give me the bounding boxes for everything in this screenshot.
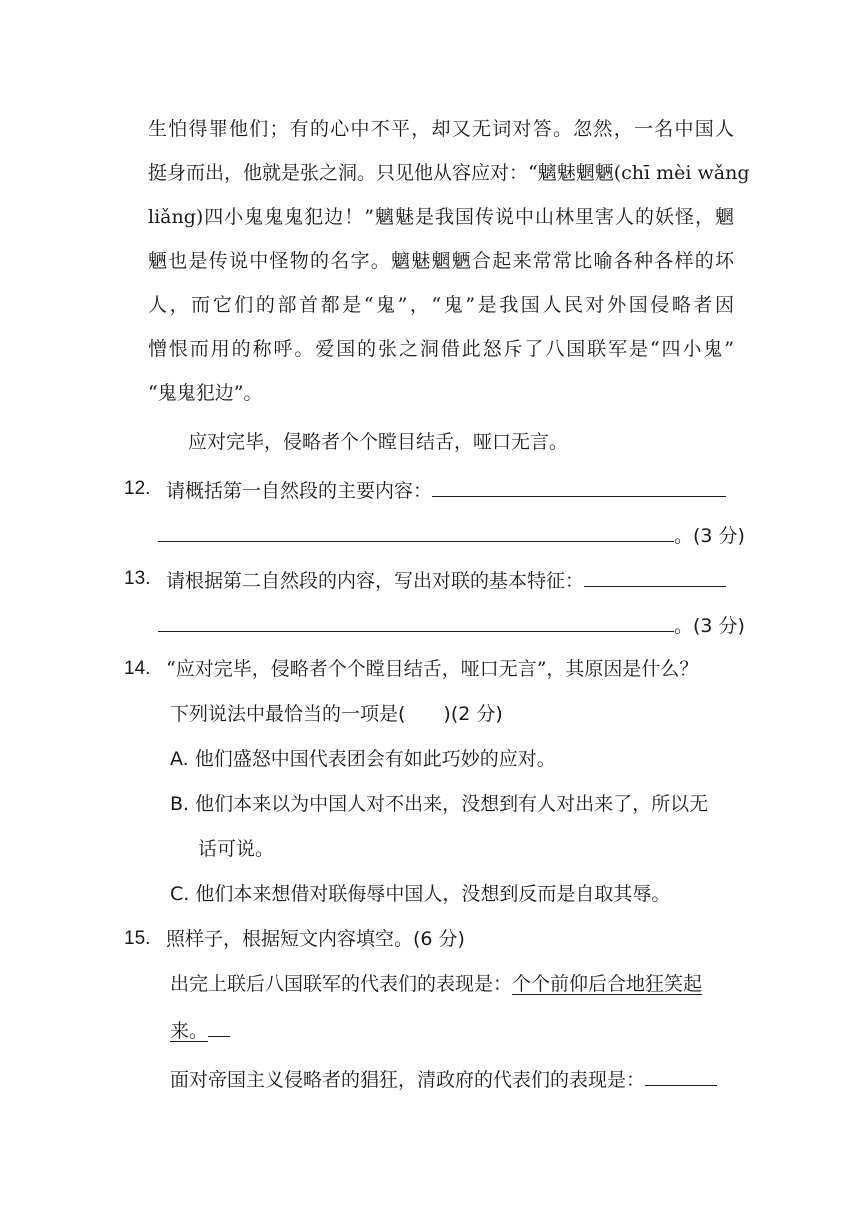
question-13-number: 13. [124, 568, 151, 589]
question-12-line-2 [158, 519, 745, 551]
passage-line-5: 人，而它们的部首都是“鬼”，“鬼”是我国人民对外国侵略者因 [148, 294, 734, 316]
passage-line-4: 魉也是传说中怪物的名字。魑魅魍魉合起来常常比喻各种各样的坏 [148, 250, 734, 272]
question-15-text: 照样子，根据短文内容填空。(6 分) [166, 928, 465, 950]
passage-line-7: “鬼鬼犯边”。 [148, 382, 263, 404]
question-13-text [166, 564, 726, 596]
passage-line-1: 生怕得罪他们；有的心中不平，却又无词对答。忽然，一名中国人 [148, 118, 734, 140]
question-13-line-2 [158, 609, 745, 641]
question-12-answer-blank-2[interactable] [158, 519, 674, 542]
question-15-example [170, 969, 702, 999]
question-15-example-cont [170, 1014, 230, 1046]
question-13-score: 。(3 分) [674, 615, 745, 637]
question-15-example-prefix: 出完上联后八国联军的代表们的表现是： [170, 973, 513, 995]
question-12-prompt: 请概括第一自然段的主要内容： [166, 480, 433, 502]
question-15-prompt: 面对帝国主义侵略者的猖狂，清政府的代表们的表现是： [170, 1069, 646, 1091]
question-15-example-underline-tail [208, 1014, 230, 1037]
question-12-number: 12. [124, 478, 151, 499]
question-14-option-b[interactable]: B. 他们本来以为中国人对不出来，没想到有人对出来了，所以无 [170, 793, 709, 815]
question-13-answer-blank[interactable] [584, 564, 726, 587]
question-14-option-b-cont: 话可说。 [198, 838, 275, 860]
passage-line-6: 憎恨而用的称呼。爱国的张之洞借此怒斥了八国联军是“四小鬼” [148, 338, 734, 360]
question-13-prompt: 请根据第二自然段的内容，写出对联的基本特征： [166, 570, 585, 592]
question-15-prompt-line [170, 1063, 717, 1095]
passage-last-paragraph: 应对完毕，侵略者个个瞠目结舌，哑口无言。 [188, 431, 569, 453]
question-14-text: “应对完毕，侵略者个个瞠目结舌，哑口无言”，其原因是什么？ [166, 658, 699, 680]
question-15-number: 15. [124, 928, 151, 949]
question-13-answer-blank-2[interactable] [158, 609, 674, 632]
question-12-score: 。(3 分) [674, 525, 745, 547]
question-12-answer-blank[interactable] [432, 474, 726, 497]
passage-line-2: 挺身而出，他就是张之洞。只见他从容应对：“魑魅魍魉(chī mèi wǎng [148, 162, 750, 184]
passage-line-3: liǎng)四小鬼鬼鬼犯边！”魑魅是我国传说中山林里害人的妖怪，魍 [148, 206, 734, 228]
question-15-example-answer-2: 来。 [170, 1020, 209, 1042]
question-14-option-c[interactable]: C. 他们本来想借对联侮辱中国人，没想到反而是自取其辱。 [170, 883, 671, 905]
question-15-answer-blank[interactable] [645, 1063, 717, 1086]
question-14-subtext: 下列说法中最恰当的一项是( )(2 分) [170, 703, 503, 725]
question-15-example-answer-1: 个个前仰后合地狂笑起 [512, 973, 703, 995]
question-14-option-a[interactable]: A. 他们盛怒中国代表团会有如此巧妙的应对。 [170, 748, 556, 770]
question-12-text [166, 474, 726, 506]
question-14-number: 14. [124, 658, 151, 679]
